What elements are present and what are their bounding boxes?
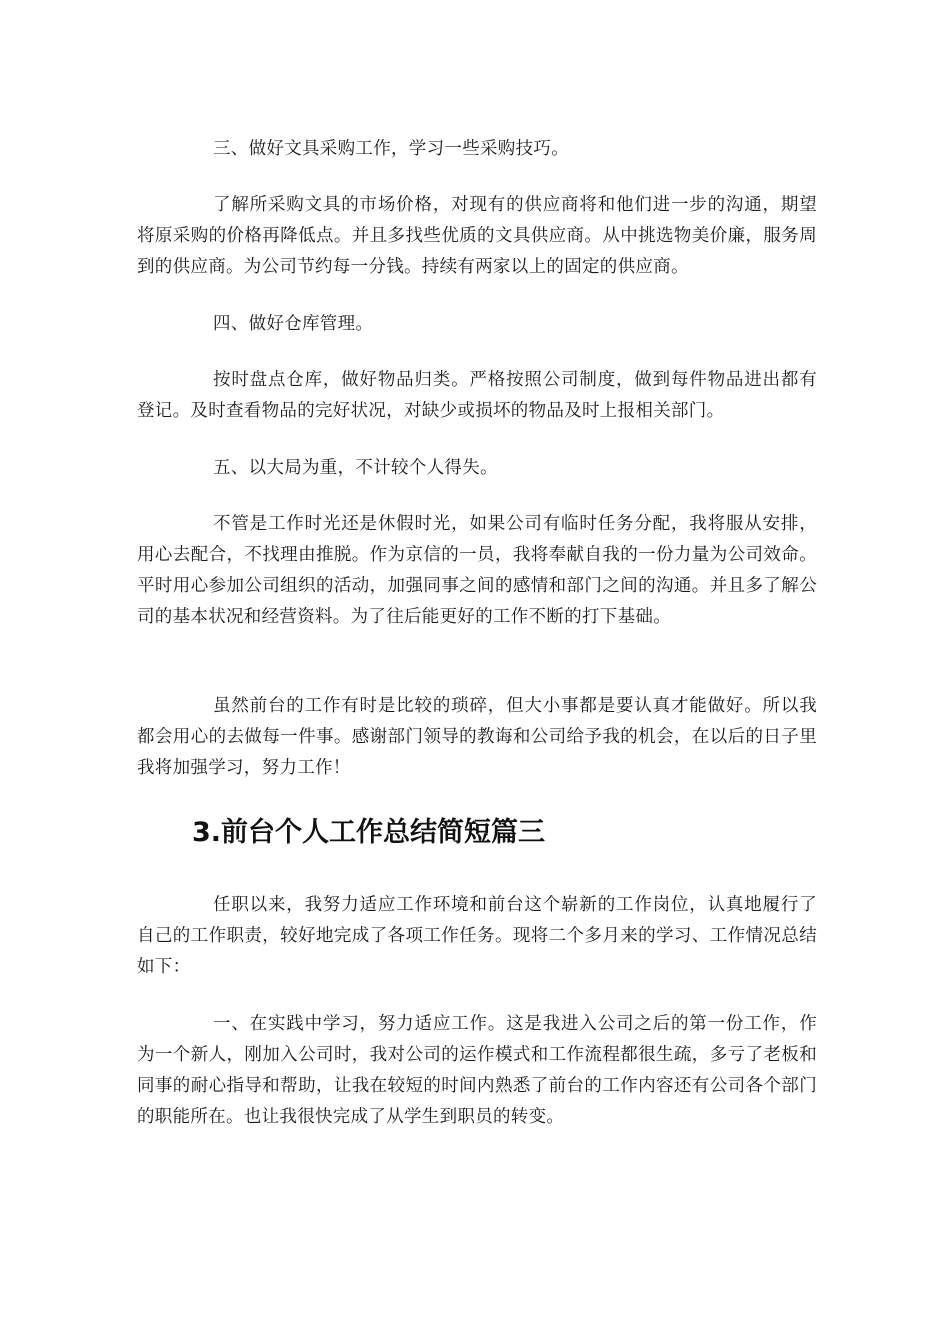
paragraph-intro: 任职以来，我努力适应工作环境和前台这个崭新的工作岗位，认真地履行了自己的工作职责，较好地完成了各项工作任务。现将二个多月来的学习、工作情况总结如下： — [137, 895, 817, 977]
section-heading: 3.前台个人工作总结简短篇三 — [192, 817, 546, 848]
section-item-heading-4: 四、做好仓库管理。 — [213, 314, 374, 334]
paragraph-warehouse: 按时盘点仓库，做好物品归类。严格按照公司制度，做到每件物品进出都有登记。及时查看物品的完好状况，对缺少或损坏的物品及时上报相关部门。 — [137, 370, 817, 421]
paragraph-teamwork: 不管是工作时光还是休假时光，如果公司有临时任务分配，我将服从安排，用心去配合，不找理由推脱。作为京信的一员，我将奉献自我的一份力量为公司效命。平时用心参加公司组织的活动，加强同事之间的感情和部门之间的沟通。并且多了解公司的基本状况和经营资料。为了往后能更好的工作不断的打下基础。 — [137, 514, 817, 627]
paragraph-learning: 一、在实践中学习，努力适应工作。这是我进入公司之后的第一份工作，作为一个新人，刚加入公司时，我对公司的运作模式和工作流程都很生疏，多亏了老板和同事的耐心指导和帮助，让我在较短的时间内熟悉了前台的工作内容还有公司各个部门的职能所在。也让我很快完成了从学生到职员的转变。 — [137, 1014, 817, 1127]
paragraph-conclusion: 虽然前台的工作有时是比较的琐碎，但大小事都是要认真才能做好。所以我都会用心的去做每一件事。感谢部门领导的教诲和公司给予我的机会，在以后的日子里我将加强学习，努力工作！ — [137, 696, 817, 778]
section-item-heading-3: 三、做好文具采购工作，学习一些采购技巧。 — [213, 139, 569, 159]
section-item-heading-5: 五、以大局为重，不计较个人得失。 — [213, 458, 498, 478]
paragraph-purchasing: 了解所采购文具的市场价格，对现有的供应商将和他们进一步的沟通，期望将原采购的价格再降低点。并且多找些优质的文具供应商。从中挑选物美价廉，服务周到的供应商。为公司节约每一分钱。持续有两家以上的固定的供应商。 — [137, 195, 817, 277]
